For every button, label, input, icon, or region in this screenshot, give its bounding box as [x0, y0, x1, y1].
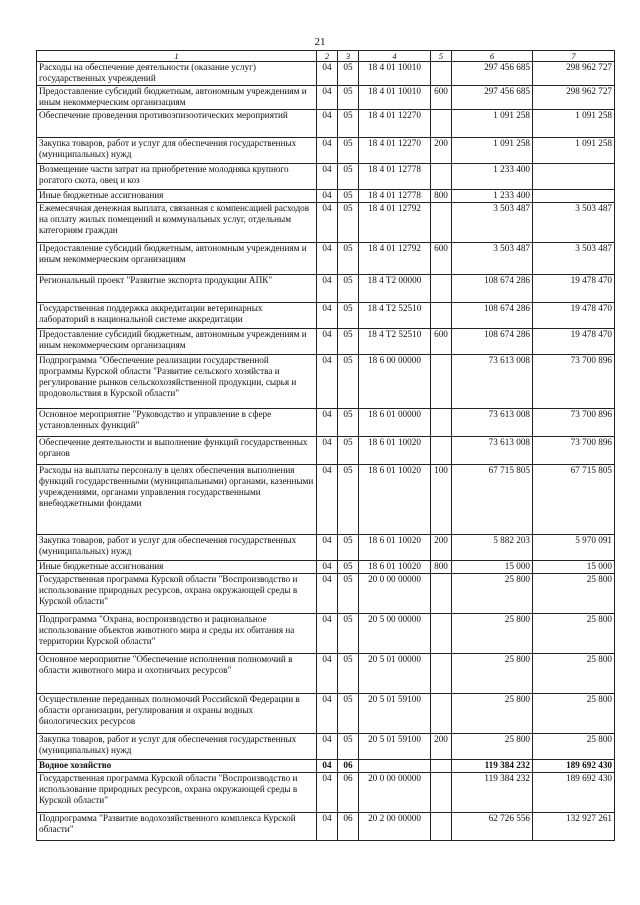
table-row: [37, 734, 615, 760]
row-target-article-cell: 20 0 00 00000: [359, 773, 431, 813]
row-sum-year2-cell: 67 715 805: [533, 465, 615, 535]
row-target-article-cell: 18 4 01 10010: [359, 86, 431, 110]
row-sum-year1-cell: 3 503 487: [452, 203, 533, 243]
row-section-cell: 04: [317, 465, 338, 535]
row-expense-type-cell: 200: [431, 734, 452, 760]
row-sum-year1-cell: 108 674 286: [452, 303, 533, 329]
row-section-cell: 04: [317, 138, 338, 164]
row-subsection-cell: 05: [338, 694, 359, 734]
table-row: [37, 561, 615, 574]
row-sum-year2-cell: 298 962 727: [533, 86, 615, 110]
table-row: [37, 614, 615, 654]
row-expense-type-cell: [431, 654, 452, 694]
col-header-2: 2: [317, 51, 338, 62]
row-sum-year2-cell: 3 503 487: [533, 203, 615, 243]
row-sum-year1-cell: 67 715 805: [452, 465, 533, 535]
row-target-article-cell: 20 0 00 00000: [359, 574, 431, 614]
row-sum-year1-cell: 62 726 556: [452, 813, 533, 841]
table-row: [37, 355, 615, 409]
row-sum-year1-cell: 1 091 258: [452, 110, 533, 138]
row-expense-type-cell: [431, 275, 452, 303]
row-target-article-cell: 18 4 01 12778: [359, 164, 431, 190]
row-expense-type-cell: [431, 773, 452, 813]
row-sum-year2-cell: 73 700 896: [533, 355, 615, 409]
row-sum-year2-cell: 132 927 261: [533, 813, 615, 841]
row-sum-year1-cell: 15 000: [452, 561, 533, 574]
row-target-article-cell: 20 2 00 00000: [359, 813, 431, 841]
row-name-cell: Предоставление субсидий бюджетным, автономным учреждениям и иным некоммерческим организациям: [37, 329, 317, 355]
row-target-article-cell: 18 6 01 10020: [359, 437, 431, 465]
row-sum-year1-cell: 25 800: [452, 694, 533, 734]
row-expense-type-cell: [431, 574, 452, 614]
row-section-cell: 04: [317, 62, 338, 86]
row-target-article-cell: 18 4 01 12792: [359, 203, 431, 243]
row-name-cell: Государственная поддержка аккредитации ветеринарных лабораторий в национальной системе аккредитации: [37, 303, 317, 329]
row-sum-year2-cell: 15 000: [533, 561, 615, 574]
table-row: [37, 203, 615, 243]
row-target-article-cell: 18 4 T2 52510: [359, 329, 431, 355]
row-target-article-cell: 18 6 01 10020: [359, 561, 431, 574]
row-subsection-cell: 05: [338, 561, 359, 574]
row-expense-type-cell: 200: [431, 535, 452, 561]
row-expense-type-cell: [431, 110, 452, 138]
row-subsection-cell: 05: [338, 138, 359, 164]
row-subsection-cell: 05: [338, 654, 359, 694]
row-expense-type-cell: [431, 409, 452, 437]
row-section-cell: 04: [317, 203, 338, 243]
row-sum-year2-cell: 1 091 258: [533, 110, 615, 138]
row-expense-type-cell: [431, 203, 452, 243]
row-name-cell: Подпрограмма "Развитие водохозяйственного комплекса Курской области": [37, 813, 317, 841]
table-row: [37, 110, 615, 138]
row-section-cell: 04: [317, 614, 338, 654]
row-expense-type-cell: 600: [431, 86, 452, 110]
row-section-cell: 04: [317, 694, 338, 734]
row-subsection-cell: 05: [338, 535, 359, 561]
row-subsection-cell: 05: [338, 164, 359, 190]
row-name-cell: Основное мероприятие "Руководство и управление в сфере установленных функций": [37, 409, 317, 437]
row-target-article-cell: 18 4 T2 52510: [359, 303, 431, 329]
row-sum-year2-cell: 25 800: [533, 654, 615, 694]
row-name-cell: Государственная программа Курской области "Воспроизводство и использование природных ресурсов, охрана окружающей среды в Курской области": [37, 773, 317, 813]
budget-table: [36, 50, 615, 841]
row-name-cell: Государственная программа Курской области "Воспроизводство и использование природных ресурсов, охрана окружающей среды в Курской области": [37, 574, 317, 614]
row-expense-type-cell: [431, 164, 452, 190]
row-target-article-cell: 18 4 01 12792: [359, 243, 431, 275]
row-name-cell: Иные бюджетные ассигнования: [37, 190, 317, 203]
row-target-article-cell: [359, 760, 431, 773]
row-sum-year2-cell: 3 503 487: [533, 243, 615, 275]
row-target-article-cell: 20 5 00 00000: [359, 614, 431, 654]
row-sum-year2-cell: 25 800: [533, 574, 615, 614]
table-row: [37, 437, 615, 465]
row-expense-type-cell: [431, 694, 452, 734]
page-number: 21: [314, 36, 326, 48]
row-target-article-cell: 18 4 01 12270: [359, 110, 431, 138]
row-sum-year1-cell: 1 233 400: [452, 164, 533, 190]
row-subsection-cell: 05: [338, 355, 359, 409]
row-section-cell: 04: [317, 561, 338, 574]
row-section-cell: 04: [317, 437, 338, 465]
row-section-cell: 04: [317, 409, 338, 437]
row-expense-type-cell: [431, 303, 452, 329]
row-subsection-cell: 06: [338, 760, 359, 773]
row-target-article-cell: 18 4 01 12270: [359, 138, 431, 164]
table-row: [37, 86, 615, 110]
row-target-article-cell: 18 6 00 00000: [359, 355, 431, 409]
row-sum-year2-cell: 5 970 091: [533, 535, 615, 561]
row-sum-year2-cell: 189 692 430: [533, 760, 615, 773]
row-target-article-cell: 18 6 01 10020: [359, 535, 431, 561]
row-target-article-cell: 18 6 01 10020: [359, 465, 431, 535]
row-section-cell: 04: [317, 574, 338, 614]
table-row: [37, 62, 615, 86]
row-name-cell: Возмещение части затрат на приобретение молодняка крупного рогатого скота, овец и коз: [37, 164, 317, 190]
col-header-3: 3: [338, 51, 359, 62]
row-section-cell: 04: [317, 243, 338, 275]
row-name-cell: Подпрограмма "Обеспечение реализации государственной программы Курской области "Развитие сельского хозяйства и регулирование рынков сельскохозяйственной продукции, сырья и продовольствия в Курской области": [37, 355, 317, 409]
row-expense-type-cell: [431, 760, 452, 773]
row-expense-type-cell: [431, 355, 452, 409]
table-body: [37, 62, 615, 841]
row-subsection-cell: 05: [338, 62, 359, 86]
table-row: [37, 303, 615, 329]
row-subsection-cell: 05: [338, 243, 359, 275]
table-row: [37, 275, 615, 303]
table-row: [37, 535, 615, 561]
row-subsection-cell: 05: [338, 86, 359, 110]
row-section-cell: 04: [317, 355, 338, 409]
row-subsection-cell: 05: [338, 275, 359, 303]
row-sum-year1-cell: 25 800: [452, 734, 533, 760]
row-sum-year2-cell: 73 700 896: [533, 409, 615, 437]
row-section-cell: 04: [317, 86, 338, 110]
row-sum-year1-cell: 297 456 685: [452, 62, 533, 86]
table-row: [37, 760, 615, 773]
table-row: [37, 465, 615, 535]
row-expense-type-cell: [431, 813, 452, 841]
row-target-article-cell: 18 6 01 00000: [359, 409, 431, 437]
row-sum-year1-cell: 73 613 008: [452, 409, 533, 437]
table-row: [37, 574, 615, 614]
row-name-cell: Предоставление субсидий бюджетным, автономным учреждениям и иным некоммерческим организациям: [37, 86, 317, 110]
row-subsection-cell: 05: [338, 303, 359, 329]
row-sum-year1-cell: 1 091 258: [452, 138, 533, 164]
table-row: [37, 694, 615, 734]
row-subsection-cell: 05: [338, 409, 359, 437]
row-sum-year2-cell: [533, 190, 615, 203]
row-section-cell: 04: [317, 164, 338, 190]
row-section-cell: 04: [317, 329, 338, 355]
row-sum-year1-cell: 73 613 008: [452, 355, 533, 409]
row-target-article-cell: 18 4 01 10010: [359, 62, 431, 86]
row-name-cell: Закупка товаров, работ и услуг для обеспечения государственных (муниципальных) нужд: [37, 138, 317, 164]
row-sum-year1-cell: 1 233 400: [452, 190, 533, 203]
row-sum-year1-cell: 108 674 286: [452, 329, 533, 355]
row-name-cell: Региональный проект "Развитие экспорта продукции АПК": [37, 275, 317, 303]
table-row: [37, 813, 615, 841]
row-sum-year1-cell: 119 384 232: [452, 760, 533, 773]
row-sum-year1-cell: 25 800: [452, 614, 533, 654]
row-sum-year1-cell: 73 613 008: [452, 437, 533, 465]
row-subsection-cell: 05: [338, 614, 359, 654]
column-number-row: [37, 51, 615, 62]
row-expense-type-cell: [431, 437, 452, 465]
table-row: [37, 190, 615, 203]
row-sum-year2-cell: [533, 164, 615, 190]
row-name-cell: Расходы на выплаты персоналу в целях обеспечения выполнения функций государственными (муниципальными) органами, казенными учреждениями, органами управления государственными внебюджетными фондами: [37, 465, 317, 535]
row-sum-year2-cell: 19 478 470: [533, 329, 615, 355]
row-expense-type-cell: 800: [431, 561, 452, 574]
row-name-cell: Обеспечение проведения противоэпизоотических мероприятий: [37, 110, 317, 138]
col-header-5: 5: [431, 51, 452, 62]
row-section-cell: 04: [317, 773, 338, 813]
row-name-cell: Обеспечение деятельности и выполнение функций государственных органов: [37, 437, 317, 465]
row-name-cell: Ежемесячная денежная выплата, связанная с компенсацией расходов на оплату жилых помещений и коммунальных услуг, отдельным категориям граждан: [37, 203, 317, 243]
row-name-cell: Иные бюджетные ассигнования: [37, 561, 317, 574]
row-sum-year2-cell: 73 700 896: [533, 437, 615, 465]
col-header-6: 6: [452, 51, 533, 62]
row-subsection-cell: 05: [338, 574, 359, 614]
row-subsection-cell: 05: [338, 329, 359, 355]
row-sum-year1-cell: 25 800: [452, 574, 533, 614]
row-name-cell: Расходы на обеспечение деятельности (оказание услуг) государственных учреждений: [37, 62, 317, 86]
row-expense-type-cell: 600: [431, 329, 452, 355]
row-sum-year2-cell: 25 800: [533, 694, 615, 734]
row-section-cell: 04: [317, 190, 338, 203]
row-sum-year1-cell: 119 384 232: [452, 773, 533, 813]
row-section-cell: 04: [317, 734, 338, 760]
row-name-cell: Предоставление субсидий бюджетным, автономным учреждениям и иным некоммерческим организациям: [37, 243, 317, 275]
row-subsection-cell: 05: [338, 437, 359, 465]
row-sum-year2-cell: 1 091 258: [533, 138, 615, 164]
row-name-cell: Основное мероприятие "Обеспечение исполнения полномочий в области животного мира и охотничьих ресурсов": [37, 654, 317, 694]
row-subsection-cell: 06: [338, 773, 359, 813]
row-section-cell: 04: [317, 654, 338, 694]
row-target-article-cell: 20 5 01 59100: [359, 734, 431, 760]
table-row: [37, 164, 615, 190]
row-expense-type-cell: 200: [431, 138, 452, 164]
row-sum-year1-cell: 3 503 487: [452, 243, 533, 275]
row-sum-year1-cell: 5 882 203: [452, 535, 533, 561]
row-sum-year2-cell: 298 962 727: [533, 62, 615, 86]
row-expense-type-cell: 600: [431, 243, 452, 275]
row-expense-type-cell: 800: [431, 190, 452, 203]
row-expense-type-cell: 100: [431, 465, 452, 535]
row-target-article-cell: 18 4 T2 00000: [359, 275, 431, 303]
table-row: [37, 138, 615, 164]
row-name-cell: Подпрограмма "Охрана, воспроизводство и рациональное использование объектов животного мира и среды их обитания на территории Курской области": [37, 614, 317, 654]
row-subsection-cell: 05: [338, 203, 359, 243]
row-expense-type-cell: [431, 62, 452, 86]
row-sum-year2-cell: 19 478 470: [533, 275, 615, 303]
row-target-article-cell: 20 5 01 59100: [359, 694, 431, 734]
table-row: [37, 329, 615, 355]
row-target-article-cell: 20 5 01 00000: [359, 654, 431, 694]
row-sum-year2-cell: 25 800: [533, 614, 615, 654]
row-sum-year1-cell: 25 800: [452, 654, 533, 694]
row-section-cell: 04: [317, 275, 338, 303]
col-header-4: 4: [359, 51, 431, 62]
row-section-cell: 04: [317, 813, 338, 841]
row-section-cell: 04: [317, 110, 338, 138]
row-sum-year2-cell: 189 692 430: [533, 773, 615, 813]
table-row: [37, 654, 615, 694]
row-sum-year1-cell: 297 456 685: [452, 86, 533, 110]
row-sum-year2-cell: 25 800: [533, 734, 615, 760]
row-target-article-cell: 18 4 01 12778: [359, 190, 431, 203]
row-name-cell: Водное хозяйство: [37, 760, 317, 773]
row-sum-year2-cell: 19 478 470: [533, 303, 615, 329]
row-name-cell: Закупка товаров, работ и услуг для обеспечения государственных (муниципальных) нужд: [37, 734, 317, 760]
row-section-cell: 04: [317, 303, 338, 329]
table-row: [37, 773, 615, 813]
row-sum-year1-cell: 108 674 286: [452, 275, 533, 303]
row-subsection-cell: 05: [338, 734, 359, 760]
col-header-1: 1: [37, 51, 317, 62]
row-section-cell: 04: [317, 535, 338, 561]
table-row: [37, 243, 615, 275]
col-header-7: 7: [533, 51, 615, 62]
row-subsection-cell: 05: [338, 465, 359, 535]
row-name-cell: Осуществление переданных полномочий Российской Федерации в области организации, регулирования и охраны водных биологических ресурсов: [37, 694, 317, 734]
row-expense-type-cell: [431, 614, 452, 654]
row-subsection-cell: 06: [338, 813, 359, 841]
row-section-cell: 04: [317, 760, 338, 773]
row-subsection-cell: 05: [338, 190, 359, 203]
table-row: [37, 409, 615, 437]
row-subsection-cell: 05: [338, 110, 359, 138]
row-name-cell: Закупка товаров, работ и услуг для обеспечения государственных (муниципальных) нужд: [37, 535, 317, 561]
